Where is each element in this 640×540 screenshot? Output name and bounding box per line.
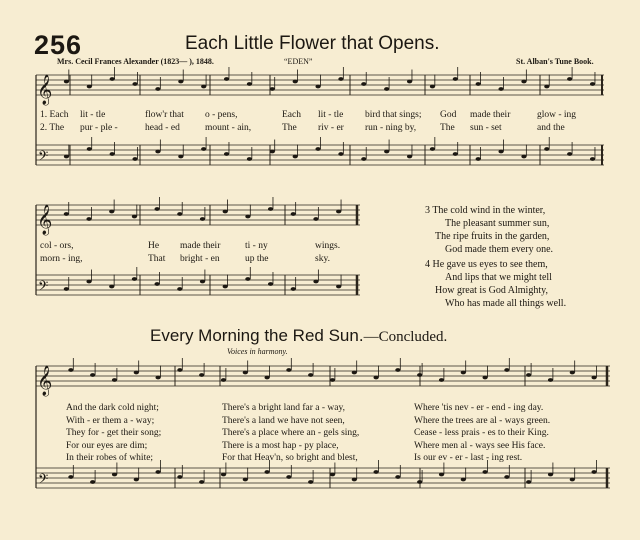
note-head <box>221 473 226 477</box>
note-head <box>384 87 389 91</box>
note-head <box>268 207 273 211</box>
note-head <box>64 287 69 291</box>
lyric-line: For our eyes are dim; <box>66 440 148 451</box>
note-head <box>90 373 95 377</box>
note-head <box>590 82 595 86</box>
note-head <box>483 470 488 474</box>
lyric-syllable: bright - en <box>180 254 220 264</box>
note-head <box>461 371 466 375</box>
bass-clef: 𝄢 <box>38 278 49 297</box>
stanza-4 <box>425 258 566 310</box>
hymn2-title-suffix: —Concluded. <box>363 329 448 345</box>
note-head <box>268 282 273 286</box>
lyric-line: Where the trees are al - ways green. <box>414 415 551 426</box>
note-head <box>90 480 95 484</box>
note-head <box>223 285 228 289</box>
note-head <box>592 376 597 380</box>
performance-direction: Voices in harmony. <box>227 347 288 356</box>
note-head <box>68 368 73 372</box>
lyric-syllable: made their <box>180 241 221 251</box>
note-head <box>87 147 92 151</box>
lyric-line: In their robes of white; <box>66 453 154 463</box>
lyric-line: There's a bright land far a - way, <box>222 403 345 413</box>
note-head <box>109 285 114 289</box>
note-head <box>338 152 343 156</box>
note-head <box>64 80 69 84</box>
lyric-line: With - er them a - way; <box>66 415 155 426</box>
lyric-syllable: made their <box>470 110 511 120</box>
lyric-syllable: He <box>148 241 160 251</box>
note-head <box>361 157 366 161</box>
note-head <box>567 77 572 81</box>
note-head <box>461 478 466 482</box>
note-head <box>570 371 575 375</box>
note-head <box>315 85 320 89</box>
note-head <box>132 277 137 281</box>
note-head <box>200 217 205 221</box>
hymn2-title <box>150 326 447 346</box>
treble-clef: 𝄞 <box>37 75 53 105</box>
note-head <box>361 82 366 86</box>
lyric-syllable: glow - ing <box>537 110 577 120</box>
note-head <box>330 378 335 382</box>
lyric-line: There is a most hap - py place, <box>222 440 339 451</box>
hymn-number: 256 <box>34 30 83 60</box>
lyric-syllable: run - ning by, <box>365 123 417 133</box>
note-head <box>286 475 291 479</box>
note-head <box>286 368 291 372</box>
note-head <box>177 212 182 216</box>
note-head <box>270 150 275 154</box>
stanza-line: How great is God Almighty, <box>435 285 548 296</box>
note-head <box>110 152 115 156</box>
lyric-syllable: The <box>282 123 297 133</box>
note-head <box>453 77 458 81</box>
note-head <box>504 368 509 372</box>
note-head <box>200 280 205 284</box>
lyric-syllable: up the <box>245 254 269 264</box>
lyric-syllable: lit - tle <box>80 110 106 120</box>
lyric-line: Is our ev - er - last - ing rest. <box>414 453 523 463</box>
note-head <box>504 475 509 479</box>
note-head <box>156 376 161 380</box>
lyric-line: And the dark cold night; <box>66 403 159 413</box>
note-head <box>64 212 69 216</box>
note-head <box>247 82 252 86</box>
note-head <box>544 85 549 89</box>
note-head <box>201 85 206 89</box>
note-head <box>498 150 503 154</box>
note-head <box>134 371 139 375</box>
note-head <box>293 155 298 159</box>
note-head <box>592 470 597 474</box>
treble-clef: 𝄞 <box>37 366 53 396</box>
note-head <box>221 378 226 382</box>
note-head <box>293 80 298 84</box>
lyric-line: Where 'tis nev - er - end - ing day. <box>414 403 544 413</box>
lyric-line: There's a land we have not seen, <box>222 415 345 426</box>
note-head <box>155 282 160 286</box>
hymn2-title-main: Every Morning the Red Sun. <box>150 326 364 345</box>
note-head <box>112 473 117 477</box>
lyric-syllable: col - ors, <box>40 241 74 251</box>
note-head <box>395 368 400 372</box>
lyric-line: There's a place where an - gels sing, <box>222 428 360 438</box>
note-head <box>132 82 137 86</box>
note-head <box>224 152 229 156</box>
lyric-syllable: and the <box>537 123 565 133</box>
lyric-syllable: That <box>148 254 166 264</box>
note-head <box>338 77 343 81</box>
note-head <box>430 147 435 151</box>
note-head <box>245 277 250 281</box>
stanza-line: The ripe fruits in the garden, <box>435 231 550 242</box>
note-head <box>223 210 228 214</box>
hymn-title: Each Little Flower that Opens. <box>185 33 440 54</box>
note-head <box>374 376 379 380</box>
lyric-syllable: flow'r that <box>145 110 184 120</box>
stanza-line: The pleasant summer sun, <box>445 218 550 229</box>
note-head <box>330 473 335 477</box>
lyric-line: For that Heav'n, so bright and blest, <box>222 453 358 463</box>
note-head <box>245 215 250 219</box>
note-head <box>313 280 318 284</box>
lyric-syllable: morn - ing, <box>40 254 83 264</box>
stanza-3 <box>425 204 553 256</box>
note-head <box>395 475 400 479</box>
note-head <box>336 285 341 289</box>
lyric-syllable: riv - er <box>318 123 344 133</box>
note-head <box>417 480 422 484</box>
note-head <box>291 212 296 216</box>
note-head <box>526 373 531 377</box>
note-head <box>134 478 139 482</box>
note-head <box>439 378 444 382</box>
note-head <box>243 478 248 482</box>
note-head <box>86 280 91 284</box>
note-head <box>544 147 549 151</box>
note-head <box>177 287 182 291</box>
note-head <box>87 85 92 89</box>
lyric-syllable: mount - ain, <box>205 123 252 133</box>
note-head <box>177 368 182 372</box>
note-head <box>567 152 572 156</box>
note-head <box>291 287 296 291</box>
note-head <box>570 478 575 482</box>
note-head <box>155 207 160 211</box>
note-head <box>407 80 412 84</box>
note-head <box>521 80 526 84</box>
lyric-syllable: 1. Each <box>40 110 69 120</box>
lyric-syllable: pur - ple - <box>80 123 118 133</box>
lyric-syllable: sun - set <box>470 123 502 133</box>
lyric-line: Where men al - ways see His face. <box>414 440 546 451</box>
lyric-syllable: head - ed <box>145 123 180 133</box>
note-head <box>132 215 137 219</box>
note-head <box>156 470 161 474</box>
lyric-syllable: God <box>440 110 457 120</box>
note-head <box>178 155 183 159</box>
note-head <box>265 470 270 474</box>
note-head <box>243 371 248 375</box>
lyric-syllable: lit - tle <box>318 110 344 120</box>
note-head <box>155 150 160 154</box>
tune-name: “EDEN” <box>284 57 313 66</box>
stanza-line: The cold wind in the winter, <box>432 205 546 216</box>
note-head <box>270 87 275 91</box>
note-head <box>247 157 252 161</box>
note-head <box>439 473 444 477</box>
stanza-line: Who has made all things well. <box>445 298 567 309</box>
note-head <box>417 373 422 377</box>
lyric-line: Cease - less prais - es to their King. <box>414 428 549 438</box>
note-head <box>201 147 206 151</box>
author-credit: Mrs. Cecil Frances Alexander (1823— ), 1848. <box>57 57 214 66</box>
note-head <box>548 473 553 477</box>
note-head <box>265 376 270 380</box>
note-head <box>526 480 531 484</box>
bass-clef: 𝄢 <box>38 148 49 167</box>
note-head <box>112 378 117 382</box>
note-head <box>68 475 73 479</box>
note-head <box>590 157 595 161</box>
stanza-line: He gave us eyes to see them, <box>432 259 548 270</box>
lyric-syllable: bird that sings; <box>365 110 422 120</box>
note-head <box>430 85 435 89</box>
bass-clef: 𝄢 <box>38 471 49 490</box>
treble-clef: 𝄞 <box>37 205 53 235</box>
note-head <box>199 373 204 377</box>
stanza-number: 3 <box>425 205 430 216</box>
note-head <box>407 155 412 159</box>
lyric-syllable: wings. <box>315 241 341 251</box>
tune-source: St. Alban's Tune Book. <box>516 57 594 66</box>
note-head <box>64 155 69 159</box>
note-head <box>336 210 341 214</box>
lyric-syllable: The <box>440 123 455 133</box>
note-head <box>521 155 526 159</box>
note-head <box>352 478 357 482</box>
lyric-syllable: 2. The <box>40 123 65 133</box>
lyric-syllable: sky. <box>315 254 330 264</box>
note-head <box>483 376 488 380</box>
note-head <box>315 147 320 151</box>
note-head <box>313 217 318 221</box>
lyric-syllable: o - pens, <box>205 110 238 120</box>
note-head <box>178 80 183 84</box>
note-head <box>374 470 379 474</box>
note-head <box>453 152 458 156</box>
note-head <box>384 150 389 154</box>
note-head <box>352 371 357 375</box>
note-head <box>308 480 313 484</box>
note-head <box>155 87 160 91</box>
note-head <box>177 475 182 479</box>
note-head <box>109 210 114 214</box>
lyric-syllable: Each <box>282 110 301 120</box>
note-head <box>86 217 91 221</box>
note-head <box>308 373 313 377</box>
note-head <box>132 157 137 161</box>
note-head <box>224 77 229 81</box>
lyric-syllable: ti - ny <box>245 241 268 251</box>
note-head <box>199 480 204 484</box>
lyric-line: They for - get their song; <box>66 428 162 438</box>
stanza-number: 4 <box>425 259 430 270</box>
stanza-line: God made them every one. <box>445 244 554 255</box>
note-head <box>476 157 481 161</box>
stanza-line: And lips that we might tell <box>445 272 552 283</box>
note-head <box>498 87 503 91</box>
note-head <box>110 77 115 81</box>
note-head <box>476 82 481 86</box>
note-head <box>548 378 553 382</box>
